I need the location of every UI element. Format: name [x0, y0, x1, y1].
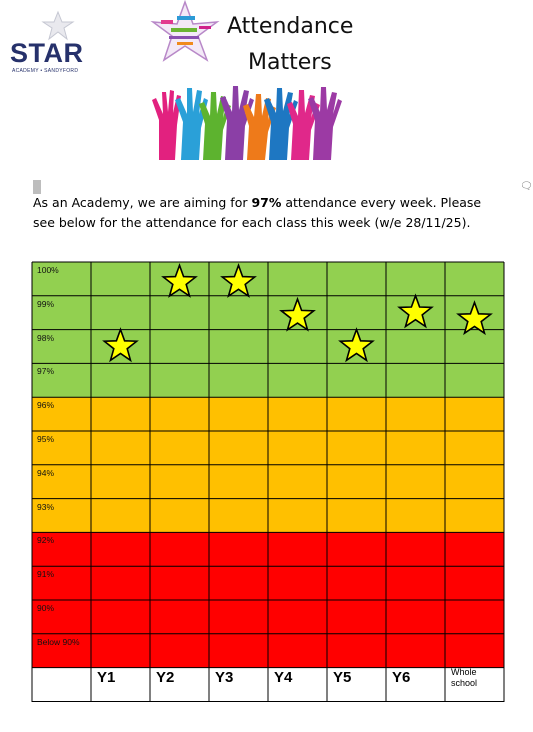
- attendance-matters-banner: [147, 0, 369, 165]
- attendance-grid: [32, 262, 508, 702]
- level-label: 90%: [37, 603, 55, 613]
- intro-before: As an Academy, we are aiming for: [33, 195, 252, 210]
- level-label: 93%: [37, 501, 55, 512]
- level-label: 96%: [37, 400, 55, 411]
- logo-subtitle: ACADEMY • SANDYFORD: [12, 68, 79, 74]
- paragraph-handle[interactable]: [33, 180, 41, 194]
- class-label: Y6: [392, 669, 411, 686]
- comment-icon[interactable]: 🗨: [520, 181, 533, 192]
- class-label: Y1: [97, 669, 116, 686]
- level-label: 92%: [37, 535, 55, 546]
- intro-target: 97%: [251, 195, 282, 210]
- level-label: 98%: [37, 332, 55, 343]
- level-label: 95%: [37, 434, 55, 444]
- intro-paragraph: [33, 193, 503, 233]
- level-label: 97%: [37, 366, 55, 377]
- level-label: 91%: [37, 569, 55, 580]
- level-label: 94%: [37, 467, 55, 478]
- star-academy-logo: [8, 10, 84, 80]
- class-label: Y3: [215, 669, 234, 686]
- attendance-chart: [32, 262, 508, 702]
- level-label: 99%: [37, 298, 55, 309]
- banner-title-line2: Matters: [248, 50, 332, 75]
- logo-wordmark: STAR: [10, 38, 84, 68]
- class-label: Y5: [333, 669, 352, 686]
- intro-after: attendance every week. Please see below for the attendance for each class this week (w/e 28/11/25).: [33, 195, 482, 230]
- level-label: 100%: [37, 265, 59, 275]
- class-label: Y4: [274, 669, 293, 686]
- banner-title-line1: Attendance: [227, 14, 354, 39]
- class-label: Whole school: [451, 667, 478, 688]
- level-label: Below 90%: [37, 636, 80, 647]
- class-label: Y2: [156, 669, 175, 686]
